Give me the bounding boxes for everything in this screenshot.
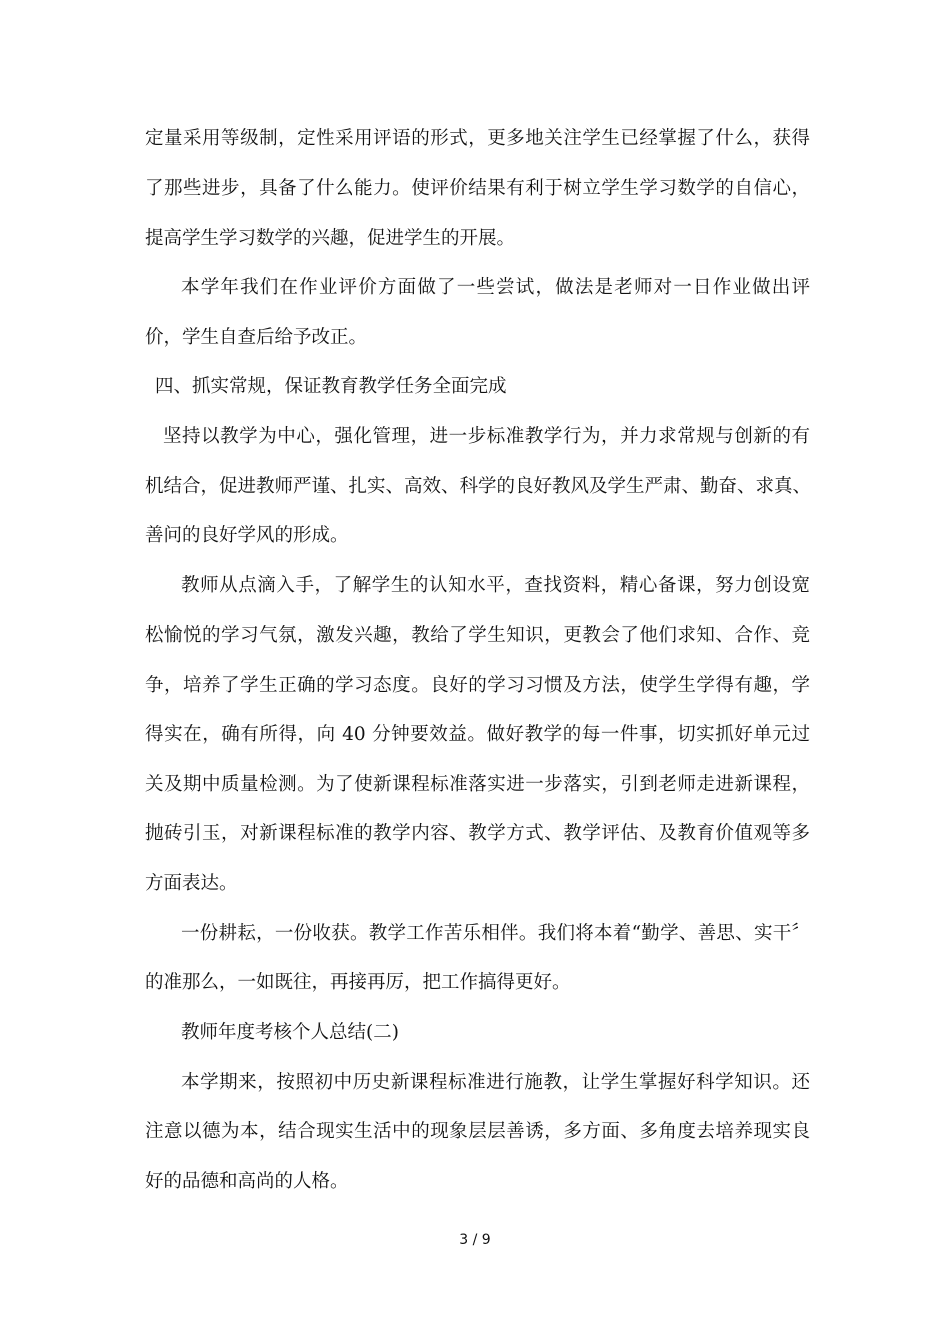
paragraph-line: 定量采用等级制，定性采用评语的形式，更多地关注学生已经掌握了什么，获得 (145, 128, 810, 149)
paragraph-line: 的准那么，一如既往，再接再厉，把工作搞得更好。 (145, 972, 571, 993)
paragraph-line: 坚持以教学为中心，强化管理，进一步标准教学行为，并力求常规与创新的有 (163, 426, 810, 447)
paragraph-line: 关及期中质量检测。为了使新课程标准落实进一步落实，引到老师走进新课程， (145, 774, 810, 795)
paragraph-line: 松愉悦的学习气氛，激发兴趣，教给了学生知识，更教会了他们求知、合作、竞 (145, 625, 810, 646)
page-number: 3 / 9 (459, 1232, 491, 1248)
paragraph-line: 提高学生学习数学的兴趣，促进学生的开展。 (145, 228, 516, 249)
paragraph-line: 抛砖引玉，对新课程标准的教学内容、教学方式、教学评估、及教育价值观等多 (145, 823, 810, 844)
paragraph-line: 了那些进步，具备了什么能力。使评价结果有利于树立学生学习数学的自信心， (145, 178, 810, 199)
paragraph-line: 教师从点滴入手，了解学生的认知水平，查找资料，精心备课，努力创设宽 (181, 575, 810, 596)
paragraph-line: 一份耕耘，一份收获。教学工作苦乐相伴。我们将本着“勤学、善思、实干〞 (181, 923, 810, 944)
paragraph-line: 注意以德为本，结合现实生活中的现象层层善诱，多方面、多角度去培养现实良 (145, 1121, 810, 1142)
paragraph-line: 善问的良好学风的形成。 (145, 525, 349, 546)
section-heading: 四、抓实常规，保证教育教学任务全面完成 (155, 376, 507, 397)
paragraph-line: 价，学生自查后给予改正。 (145, 327, 368, 348)
paragraph-line: 争，培养了学生正确的学习态度。良好的学习习惯及方法，使学生学得有趣，学 (145, 675, 810, 696)
paragraph-line: 好的品德和高尚的人格。 (145, 1171, 349, 1192)
paragraph-line: 机结合，促进教师严谨、扎实、高效、科学的良好教风及学生严肃、勤奋、求真、 (145, 476, 812, 497)
paragraph-line: 方面表达。 (145, 873, 238, 894)
paragraph-line: 本学期来，按照初中历史新课程标准进行施教，让学生掌握好科学知识。还 (181, 1072, 810, 1093)
paragraph-line: 本学年我们在作业评价方面做了一些尝试，做法是老师对一日作业做出评 (181, 277, 810, 298)
section-title: 教师年度考核个人总结(二) (181, 1022, 399, 1043)
paragraph-line: 得实在，确有所得，向 40 分钟要效益。做好教学的每一件事，切实抓好单元过 (145, 724, 810, 745)
